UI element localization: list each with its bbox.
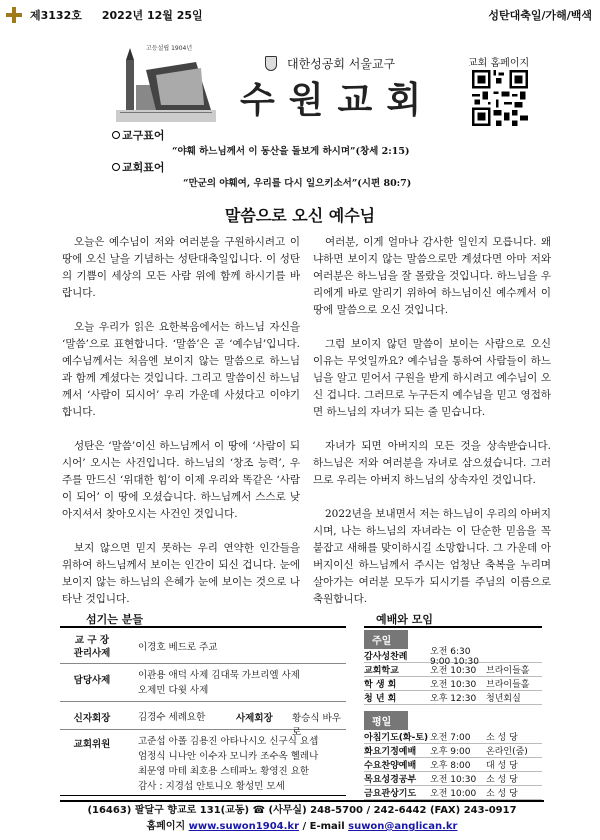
staff-row-value: 김경수 세례요한 <box>138 712 206 723</box>
staff-row <box>60 666 346 702</box>
article-paragraph: 2022년을 보내면서 저는 하느님이 우리의 아버지시며, 나는 하느님의 자녀라는 이 단순한 믿음을 꼭 붙잡고 새해를 맞이하시길 소망합니다. 그 가운데 아버지이신 하느님께서 주시는 엄청난 축복을 누리며 살아가는 여러분 모두가 되시기를 주님의 이름으로 축원합니다. <box>313 508 551 605</box>
footer <box>60 800 544 835</box>
service-time: 오후 9:00 <box>430 747 471 757</box>
service-row <box>364 677 542 691</box>
article-title: 말씀으로 오신 예수님 <box>224 206 376 225</box>
staff-row <box>60 632 346 664</box>
article-paragraph: 그럼 보이지 않던 말씀이 보이는 사람으로 오신 이유는 무엇일까요? 예수님을 통하여 사람들이 하느님을 알고 믿어서 구원을 받게 하시려고 예수님이 오신 겁니다. 그러므로 누구든지 예수님을 믿고 영접하면 하느님의 자녀가 되는 줄 믿습니다. <box>313 338 551 418</box>
photo-caption: 고등설립 1904년 <box>146 45 193 52</box>
staff-row-value: 황승식 바우로 <box>292 713 341 738</box>
staff-panel-title: 섬기는 분들 <box>86 613 143 626</box>
diocese-motto-text: “야훼 하느님께서 이 동산을 돌보게 하시며”(창세 2:15) <box>172 146 410 157</box>
staff-row-label: 교 구 장 관리사제 <box>73 635 111 659</box>
staff-row <box>60 732 346 796</box>
church-motto-text: “만군의 야훼여, 우리를 다시 일으키소서”(시편 80:7) <box>183 178 412 189</box>
service-row <box>364 663 542 677</box>
service-time: 오전 10:30 <box>430 680 477 690</box>
sunday-label: 주일 <box>364 630 408 649</box>
service-name: 교회학교 <box>364 666 399 676</box>
service-time: 오전 6:30 9:00 10:30 <box>430 647 480 667</box>
diocese-motto-heading: 교구표어 <box>112 127 165 143</box>
service-place: 소 성 당 <box>486 775 518 785</box>
service-place: 브라이들홀 <box>486 666 530 676</box>
weekday-label: 평일 <box>364 711 408 730</box>
service-place: 소 성 당 <box>486 789 518 799</box>
staff-row-label: 사제회장 <box>236 713 273 724</box>
article-paragraph: 오늘 우리가 읽은 요한복음에서는 하느님 자신을 ‘말씀’으로 표현합니다. ‘말씀’은 곧 ‘예수님’입니다. 예수님께서는 처음엔 보이지 않는 말씀으로 하느님과 함께 계셨다는 것입니다. 그리고 말씀이신 하느님께서 ‘사람이 되시어’ 우리 가운데 사셨다고 이야기합니다. <box>62 321 300 418</box>
footer-contact: 홈페이지 www.suwon1904.kr / E-mail suwon@anglican.kr <box>146 821 458 832</box>
circle-bullet-icon <box>112 131 120 139</box>
service-place: 청년회실 <box>486 694 521 704</box>
issue-date: 2022년 12월 25일 <box>101 9 203 22</box>
header-bar <box>6 6 592 24</box>
article-paragraph: 성탄은 ‘말씀’이신 하느님께서 이 땅에 ‘사람이 되시어’ 오시는 사건입니다. 하느님의 ‘창조 능력’, 우주를 만드신 ‘위대한 힘’이 이제 우리와 똑같은 ‘사람이 되어’ 이 땅에 오셨습니다. 하느님께서 스스로 낮아지셔서 찾아오시는 사건인 것입니다. <box>62 440 300 520</box>
qr-code-icon[interactable] <box>472 70 528 126</box>
service-time: 오전 10:30 <box>430 775 477 785</box>
service-row <box>364 758 542 772</box>
service-row <box>364 730 542 744</box>
church-name: 수원교회 <box>240 80 436 121</box>
article-paragraph: 오늘은 예수님이 저와 여러분을 구원하시려고 이 땅에 오신 날을 기념하는 성탄대축일입니다. 이 성탄의 기쁨이 세상의 모든 사람 위에 함께 하시기를 바랍니다. <box>62 236 300 299</box>
services-panel <box>364 626 542 799</box>
service-time: 오전 10:30 <box>430 666 477 676</box>
service-name: 학 생 회 <box>364 680 397 690</box>
article-paragraph: 보지 않으면 믿지 못하는 우리 연약한 인간들을 위하여 하느님께서 보이는 인간이 되신 겁니다. 눈에 보이지 않는 하느님의 은혜가 눈에 보이는 것으로 나타난 것입니다. <box>62 542 300 605</box>
staff-panel <box>60 626 346 796</box>
service-place: 온라인(줌) <box>486 747 528 757</box>
weekday-services <box>364 730 542 800</box>
service-place: 브라이들홀 <box>486 680 530 690</box>
service-name: 청 년 회 <box>364 694 397 704</box>
staff-row-label: 교회위원 <box>73 739 111 750</box>
service-row <box>364 786 542 800</box>
service-time: 오전 7:00 <box>430 733 471 743</box>
diocese-name: 대한성공회 서울교구 <box>287 57 396 71</box>
service-row <box>364 691 542 705</box>
service-row <box>364 772 542 786</box>
service-name: 목요성경공부 <box>364 775 417 785</box>
email-link[interactable]: suwon@anglican.kr <box>348 821 458 832</box>
issue-number: 제3132호 <box>30 9 82 22</box>
article-paragraph: 여러분, 이게 얼마나 감사한 일인지 모릅니다. 왜냐하면 보이지 않는 말씀으로만 계셨다면 아마 저와 여러분은 하느님을 잘 몰랐을 것입니다. 하느님을 우리에게 바로 알리기 위하여 하느님이신 예수께서 이 땅에 말씀으로 오신 것입니다. <box>313 236 551 316</box>
diocese-seal-icon <box>265 56 277 71</box>
church-photo <box>116 40 216 122</box>
service-name: 수요찬양예배 <box>364 761 417 771</box>
service-time: 오후 8:00 <box>430 761 471 771</box>
staff-row-value: 고준섭 아폴 김용진 아타나시오 신구식 요셉 엄정식 니나안 이수자 모니카 조수옥 헬레나 최문영 마테 최호용 스테파노 황영진 요한 감사 : 지경섭 안토니오 황성민 모세 <box>138 736 319 792</box>
article-column-right <box>313 234 551 625</box>
service-row <box>364 647 542 667</box>
church-motto-heading: 교회표어 <box>112 159 165 175</box>
services-panel-title: 예배와 모임 <box>376 613 433 626</box>
service-name: 금요관상기도 <box>364 789 417 799</box>
footer-address: (16463) 팔달구 향교로 131(교동) ☎ (사무실) 248-5700 / 242-6442 (FAX) 243-0917 <box>87 805 517 816</box>
service-name: 아침기도(화-토) <box>364 733 429 743</box>
service-time: 오전 10:00 <box>430 789 477 799</box>
service-name: 화요기정예배 <box>364 747 417 757</box>
homepage-link[interactable]: www.suwon1904.kr <box>188 821 300 832</box>
sunday-services <box>364 649 542 705</box>
staff-row-value: 이경호 베드로 주교 <box>138 642 218 653</box>
circle-bullet-icon <box>112 163 120 171</box>
staff-row-label: 담당사제 <box>73 675 111 686</box>
staff-row-value: 이관용 애덕 사제 김대묵 가브리엘 사제 오제민 다윗 사제 <box>138 670 300 696</box>
cross-icon <box>6 7 22 23</box>
staff-row <box>60 704 346 738</box>
diocese-row <box>265 55 395 72</box>
staff-row-label: 신자회장 <box>73 713 111 724</box>
service-name: 감사성찬례 <box>364 652 408 662</box>
service-row <box>364 744 542 758</box>
article-column-left <box>62 234 300 625</box>
article-paragraph: 자녀가 되면 아버지의 모든 것을 상속받습니다. 하느님은 저와 여러분을 자녀로 삼으셨습니다. 그러므로 우리는 아버지 하느님의 상속자인 것입니다. <box>313 440 551 486</box>
homepage-label: 교회 홈페이지 <box>468 58 530 69</box>
service-place: 소 성 당 <box>486 733 518 743</box>
service-time: 오후 12:30 <box>430 694 477 704</box>
feast-label: 성탄대축일/가해/백색 <box>488 9 592 22</box>
service-place: 대 성 당 <box>486 761 518 771</box>
